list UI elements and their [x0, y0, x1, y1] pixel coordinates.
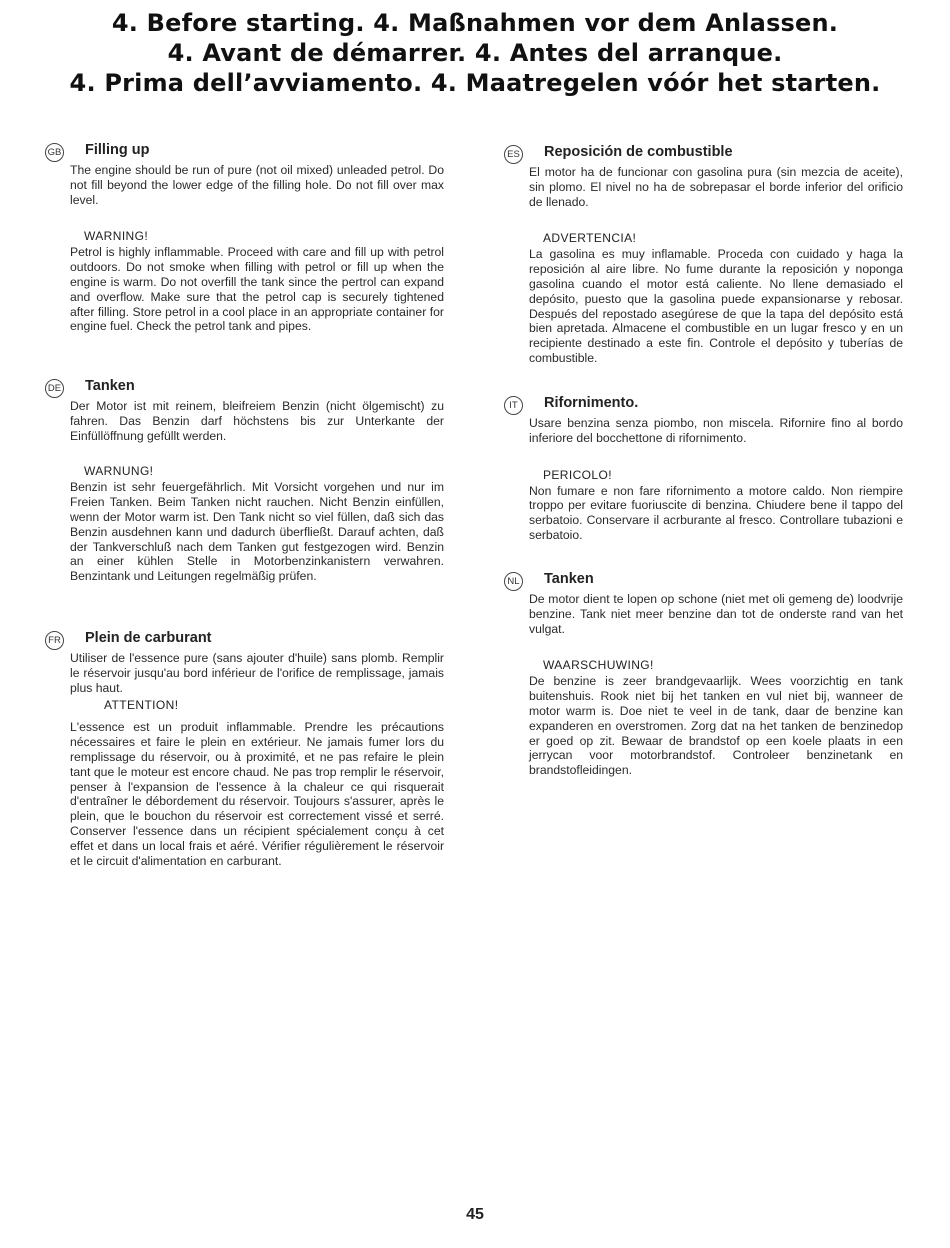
section-body: The engine should be run of pure (not oil mixed) unleaded petrol. Do not fill beyond the lower edge of the filling hole. Do not fill over max level. [70, 163, 444, 207]
warning-body: L'essence est un produit inflammable. Prendre les précautions nécessaires et faire le plein en extérieur. Ne jamais fumer lors du remplissage du réservoir, ou à proximité, et ne pas refaire le plein tant que le moteur est encore chaud. Ne pas trop remplir le réservoir, penser à l'expansion de l'essence à la chaleur ce qui risquerait d'entraîner le débordement du réservoir. Toujours s'assurer, après le plein, que le bouchon du réservoir est correctement vissé et serré. Conserver l'essence dans un récipient spécialement conçu à cet effet et dans un local frais et aéré. Vérifier régulièrement le réservoir et le circuit d'alimentation en carburant. [70, 720, 444, 868]
warning-body: Petrol is highly inflammable. Proceed with care and fill up with petrol outdoors. Do not smoke when filling with petrol or fill up when the engine is warm. Do not overfill the tank since the pertrol can expand and overflow. Make sure that the petrol cap is securely tightened after filling. Store petrol in a cool place in an appropriate container for engine fuel. Check the petrol tank and pipes. [70, 245, 444, 334]
section-de [46, 379, 444, 584]
warning-title: ATTENTION! [104, 698, 179, 713]
language-badge-es: ES [504, 145, 523, 164]
section-body: El motor ha de funcionar con gasolina pura (sin mezcia de aceite), sin plomo. El nivel no ha de sobrepasar el borde inferior del orificio de llenado. [529, 165, 903, 209]
warning-title: WARNUNG! [84, 464, 154, 479]
section-heading [505, 145, 903, 165]
section-heading [505, 572, 903, 592]
section-heading [505, 396, 903, 416]
section-title: Tanken [85, 378, 135, 394]
header-line-2: 4. Avant de démarrer. 4. Antes del arranque. [167, 39, 783, 67]
section-body: Der Motor ist mit reinem, bleifreiem Benzin (nicht ölgemischt) zu fahren. Das Benzin darf höchstens bis zur Unterkante der Einfüllöffnung gefüllt werden. [70, 399, 444, 443]
section-body: Usare benzina senza piombo, non miscela. Rifornire fino al bordo inferiore del bocchettone di rifornimento. [529, 416, 903, 445]
warning-body: De benzine is zeer brandgevaarlijk. Wees voorzichtig en tank buitenshuis. Rook niet bij het tanken en vul niet bij, wanneer de motor warm is. Doe niet te veel in de tank, daar de benzine kan expanderen en overstromen. Zorg dat na het tanken de benzinedop er goed op zit. Bewaar de brandstof op een koele plaats in een jerrycan voor motorbrandstof. Controleer benzinetank en brandstofleidingen. [529, 674, 903, 778]
header-line-3: 4. Prima dell’avviamento. 4. Maatregelen vóór het starten. [69, 69, 881, 97]
section-es [505, 145, 903, 366]
header-line-1: 4. Before starting. 4. Maßnahmen vor dem Anlassen. [111, 9, 839, 37]
section-it [505, 396, 903, 543]
section-gb [46, 143, 444, 334]
section-title: Plein de carburant [85, 630, 212, 646]
section-nl [505, 572, 903, 778]
language-badge-de: DE [45, 379, 64, 398]
section-fr [46, 631, 444, 868]
warning-body: Non fumare e non fare rifornimento a motore caldo. Non riempire troppo per evitare fuoriuscite di benzina. Chiudere bene il tappo del serbatoio. Conservare il acrburante al fresco. Controllare tubazioni e serbatoio. [529, 483, 903, 542]
language-badge-fr: FR [45, 631, 64, 650]
section-title: Reposición de combustible [544, 144, 733, 160]
warning-title: WAARSCHUWING! [543, 658, 654, 673]
section-heading [46, 379, 444, 399]
section-body: De motor dient te lopen op schone (niet met oli gemeng de) loodvrije benzine. Tank niet meer benzine dan tot de onderste rand van het vulgat. [529, 592, 903, 636]
section-title: Tanken [544, 571, 594, 587]
warning-body: La gasolina es muy inflamable. Proceda con cuidado y haga la reposición al aire libre. No fume durante la reposición y noponga gasolina cuando el motor está caliente. No llene demasiado el depósito, puesto que la gasolina puede expansionarse y rebosar. Después del repostado asegúrese de que la tapa del depósito está bien apretada. Almacene el combustible en un lugar fresco y en un recipiente destinado a este fin. Controle el depósito y tuberías de combustible. [529, 247, 903, 365]
page-header [0, 8, 950, 98]
language-badge-it: IT [504, 396, 523, 415]
page-number: 45 [466, 1206, 484, 1223]
section-heading [46, 143, 444, 163]
section-title: Rifornimento. [544, 395, 639, 411]
warning-title: WARNING! [84, 229, 149, 244]
section-heading [46, 631, 444, 651]
section-title: Filling up [85, 142, 150, 158]
language-badge-gb: GB [45, 143, 64, 162]
language-badge-nl: NL [504, 572, 523, 591]
warning-title: PERICOLO! [543, 467, 612, 482]
warning-title: ADVERTENCIA! [543, 231, 637, 246]
warning-body: Benzin ist sehr feuergefährlich. Mit Vorsicht vorgehen und nur im Freien Tanken. Beim Tanken nicht rauchen. Nicht Benzin einfüllen, wenn der Motor warm ist. Den Tank nicht so viel füllen, daß sich das Benzin ausdehnen kann und dadurch überfließt. Darauf achten, daß der Tankverschluß nach dem Tanken gut festgezogen wird. Benzin an einer kühlen Stelle in Motorbenzinkanistern verwahren. Benzintank und Leitungen regelmäßig prüfen. [70, 480, 444, 584]
section-body: Utiliser de l'essence pure (sans ajouter d'huile) sans plomb. Remplir le réservoir jusqu'au bord inférieur de l'orifice de remplissage, jamais plus haut. [70, 651, 444, 695]
